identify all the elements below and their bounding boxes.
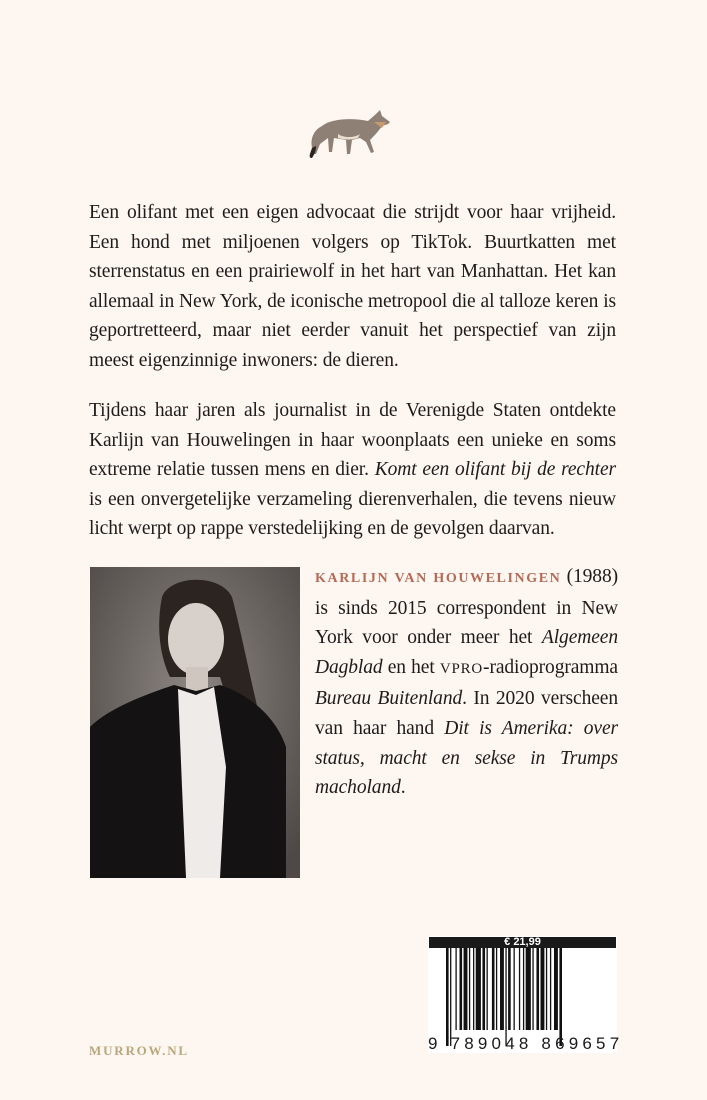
barcode	[428, 936, 624, 1053]
barcode-bar	[554, 948, 558, 1030]
publisher-url: MURROW.NL	[89, 1043, 189, 1058]
barcode-bar	[550, 948, 551, 1030]
barcode-bar	[559, 948, 562, 1046]
blurb-paragraph-2	[89, 396, 616, 544]
barcode-bar	[523, 948, 524, 1030]
bio-text: .	[400, 777, 406, 799]
barcode-bar	[476, 948, 481, 1030]
barcode-bar	[446, 948, 449, 1046]
barcode-bar	[514, 948, 515, 1030]
barcode-bar	[536, 948, 539, 1030]
bio-italic: Algemeen Dagblad	[315, 627, 618, 678]
bio-italic: Dit is Amerika: over status, macht en sekse in Trumps macholand	[315, 717, 618, 799]
barcode-bar	[541, 948, 545, 1030]
barcode-bar	[487, 948, 488, 1030]
barcode-bar	[464, 948, 468, 1030]
barcode-bar	[508, 948, 511, 1030]
blurb-text: Tijdens haar jaren als journalist in de Verenigde Staten ontdekte Karlijn van Houwelingen in haar woonplaats een unieke en soms extreme relatie tussen mens en dier.	[89, 400, 616, 481]
isbn-number: 9 789048 869657	[428, 1034, 624, 1053]
bio-text: -radioprogramma	[483, 656, 618, 678]
bio-text: (1988) is sinds 2015 correspondent in New York voor onder meer het	[315, 566, 618, 649]
bio-text: . In 2020 verscheen van haar hand	[315, 688, 618, 739]
author-name: KARLIJN VAN HOUWELINGEN	[315, 571, 562, 586]
barcode-bar	[482, 948, 485, 1030]
barcode-bar	[473, 948, 474, 1030]
bio-italic: Bureau Buitenland	[315, 688, 463, 710]
barcode-bar	[492, 948, 495, 1030]
bio-smallcaps: VPRO	[439, 660, 484, 677]
blurb-paragraph-1: Een olifant met een eigen advocaat die strijdt voor haar vrijheid. Een hond met miljoenen volgers op TikTok. Buurtkatten met sterrenstatus en een prairiewolf in het hart van Manhattan. Het kan allemaal in New York, de iconische metropool die al talloze keren is geportretteerd, maar niet eerder vanuit het perspectief van zijn meest eigenzinnige inwoners: de dieren.	[89, 202, 616, 371]
author-bio	[315, 562, 618, 803]
barcode-bar	[519, 948, 520, 1030]
barcode-bar	[455, 948, 456, 1030]
barcode-bar	[496, 948, 497, 1030]
blurb-text: is een onvergetelijke verzameling dierenverhalen, die tevens nieuw licht werpt op rappe verstedelijking en de gevolgen daarvan.	[89, 488, 616, 540]
barcode-bar	[526, 948, 531, 1030]
author-portrait-photo	[90, 567, 300, 878]
barcode-bar	[505, 948, 506, 1046]
barcode-bar	[500, 948, 504, 1030]
barcode-bar	[532, 948, 533, 1030]
barcode-bar	[469, 948, 470, 1030]
price-label: € 21,99	[429, 937, 616, 948]
coyote-illustration	[298, 88, 394, 160]
barcode-bar	[450, 948, 451, 1046]
barcode-bar	[546, 948, 547, 1030]
barcode-bar	[460, 948, 463, 1030]
book-title: Komt een olifant bij de rechter	[374, 459, 616, 481]
bio-text: en het	[382, 656, 440, 678]
